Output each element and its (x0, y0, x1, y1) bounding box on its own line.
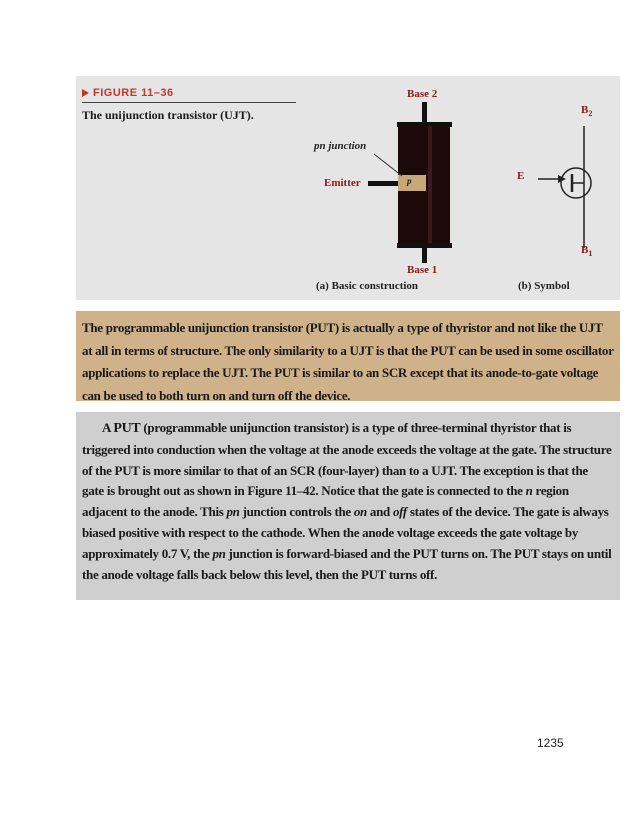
main-paragraph: A PUT (programmable unijunction transistor) is a type of three-terminal thyristor that is triggered into conduction when the voltage at the anode exceeds the voltage at the gate. The structure of the PUT is more similar to that of an SCR (four-layer) than to a UJT. The exception is that the gate is brought out as shown in Figure 11–42. Notice that the gate is connected to the n region adjacent to the anode. This pn junction controls the on and off states of the device. The gate is always biased positive with respect to the cathode. When the anode voltage exceeds the gate voltage by approximately 0.7 V, the pn junction is forward-biased and the PUT turns on. The PUT stays on until the anode voltage falls back below this level, then the PUT turns off. (82, 420, 612, 582)
figure-title: The unijunction transistor (UJT). (82, 108, 254, 122)
figure-number: FIGURE 11–36 (82, 87, 174, 99)
e-label: E (517, 170, 525, 182)
base1-label: Base 1 (407, 264, 438, 276)
pn-junction-label: pn junction (314, 140, 367, 152)
b1-label: $B_1$ (581, 244, 593, 259)
b2-label: $B_2$ (581, 104, 593, 119)
base2-label: Base 2 (407, 88, 438, 100)
figure-panel (76, 76, 620, 300)
main-paragraph-box (76, 412, 620, 600)
page-number: 1235 (537, 736, 564, 750)
construction-caption: (a) Basic construction (316, 280, 419, 292)
p-region-label: p (407, 176, 412, 186)
symbol-caption: (b) Symbol (518, 280, 570, 292)
summary-text: The programmable unijunction transistor (PUT) is actually a type of thyristor and not like the UJT at all in terms of structure. The only similarity to a UJT is that the PUT can be used in some oscillator applications to replace the UJT. The PUT is similar to an SCR except that its anode-to-gate voltage can be used to both turn on and turn off the device. (82, 320, 614, 403)
summary-box (76, 311, 620, 401)
emitter-label: Emitter (324, 177, 361, 189)
